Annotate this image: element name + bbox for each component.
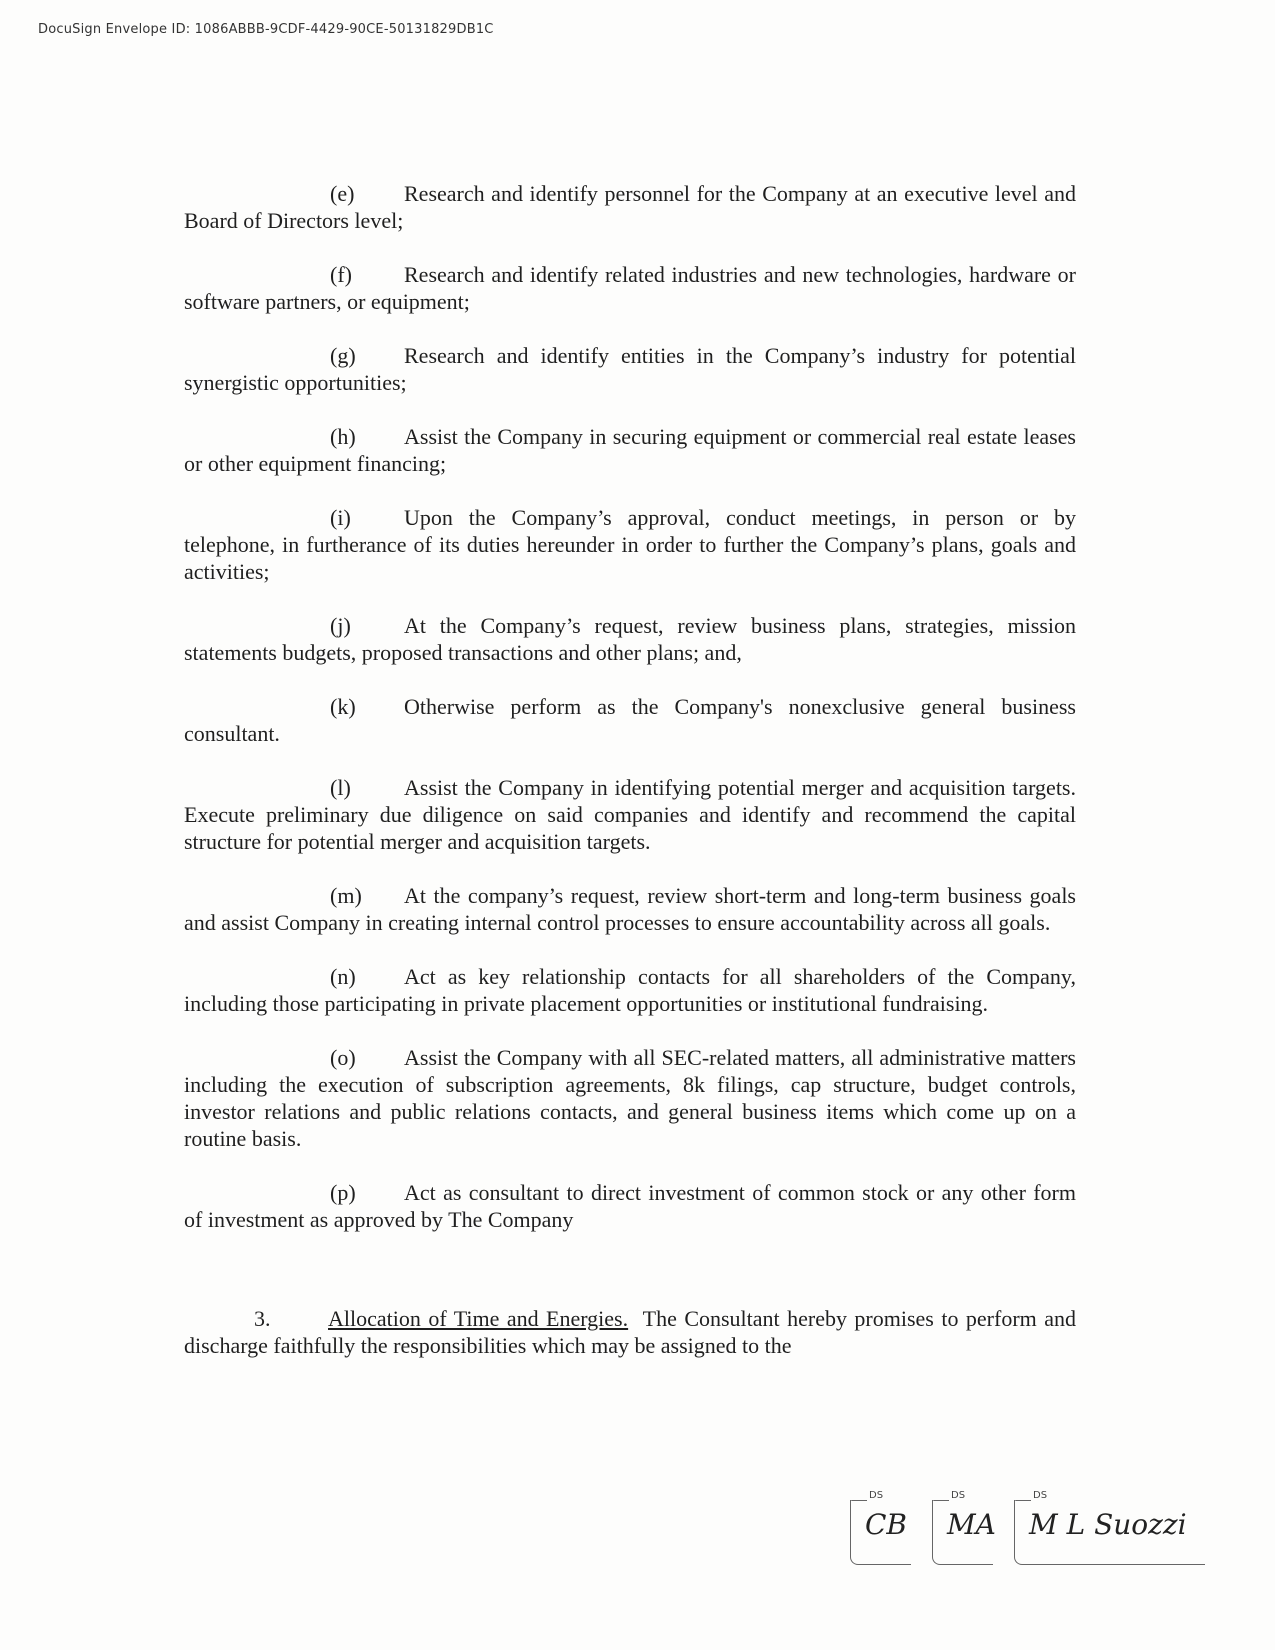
initial-box: [850, 1490, 911, 1565]
item-label: (o): [330, 1045, 356, 1070]
item-text: Research and identify personnel for the Company at an executive level and Board of Directors level;: [184, 181, 1076, 233]
document-body: [184, 180, 1076, 1359]
item-label: (p): [330, 1180, 356, 1205]
initial-box: [932, 1490, 996, 1565]
list-item-p: [184, 1179, 1076, 1233]
item-text: At the Company’s request, review business plans, strategies, mission statements budgets, proposed transactions and other plans; and,: [184, 613, 1076, 665]
item-text: Research and identify entities in the Company’s industry for potential synergistic opportunities;: [184, 343, 1076, 395]
item-text: Assist the Company in securing equipment or commercial real estate leases or other equipment financing;: [184, 424, 1076, 476]
item-text: Otherwise perform as the Company's nonexclusive general business consultant.: [184, 694, 1076, 746]
initials-area: [850, 1490, 1210, 1572]
section-heading: Allocation of Time and Energies.: [328, 1306, 629, 1331]
list-item-l: [184, 774, 1076, 855]
ds-tag: DS: [951, 1490, 966, 1501]
initial-signature: CB: [865, 1508, 907, 1541]
item-text: Assist the Company with all SEC-related matters, all administrative matters including the execution of subscription agreements, 8k filings, cap structure, budget controls, investor relations and public relations contacts, and general business items which come up on a routine basis.: [184, 1045, 1076, 1151]
section-number: 3.: [254, 1306, 271, 1331]
item-label: (h): [330, 424, 356, 449]
list-item-e: [184, 180, 1076, 234]
list-item-k: [184, 693, 1076, 747]
list-item-j: [184, 612, 1076, 666]
section-3: [184, 1305, 1076, 1359]
item-text: At the company’s request, review short-term and long-term business goals and assist Company in creating internal control processes to ensure accountability across all goals.: [184, 883, 1076, 935]
list-item-g: [184, 342, 1076, 396]
item-label: (f): [330, 262, 352, 287]
initial-signature: M L Suozzi: [1029, 1508, 1187, 1541]
item-label: (n): [330, 964, 356, 989]
item-text: Assist the Company in identifying potential merger and acquisition targets. Execute preliminary due diligence on said companies and identify and recommend the capital structure for potential merger and acquisition targets.: [184, 775, 1076, 854]
list-item-o: [184, 1044, 1076, 1152]
initial-box: [1014, 1490, 1205, 1565]
item-label: (m): [330, 883, 362, 908]
ds-tag: DS: [1033, 1490, 1048, 1501]
envelope-id: DocuSign Envelope ID: 1086ABBB-9CDF-4429-90CE-50131829DB1C: [38, 22, 494, 37]
list-item-f: [184, 261, 1076, 315]
item-label: (g): [330, 343, 356, 368]
list-item-m: [184, 882, 1076, 936]
list-item-i: [184, 504, 1076, 585]
item-text: Upon the Company’s approval, conduct meetings, in person or by telephone, in furtherance of its duties hereunder in order to further the Company’s plans, goals and activities;: [184, 505, 1076, 584]
item-text: Act as key relationship contacts for all shareholders of the Company, including those participating in private placement opportunities or institutional fundraising.: [184, 964, 1076, 1016]
item-text: Act as consultant to direct investment of common stock or any other form of investment as approved by The Company: [184, 1180, 1076, 1232]
item-label: (i): [330, 505, 351, 530]
item-label: (k): [330, 694, 356, 719]
initial-signature: MA: [947, 1508, 996, 1541]
item-text: Research and identify related industries and new technologies, hardware or software partners, or equipment;: [184, 262, 1076, 314]
list-item-n: [184, 963, 1076, 1017]
item-label: (j): [330, 613, 351, 638]
list-item-h: [184, 423, 1076, 477]
item-label: (l): [330, 775, 351, 800]
ds-tag: DS: [869, 1490, 884, 1501]
item-label: (e): [330, 181, 355, 206]
section-text: The Consultant hereby promises to perform and discharge faithfully the responsibilities which may be assigned to the: [184, 1306, 1076, 1358]
